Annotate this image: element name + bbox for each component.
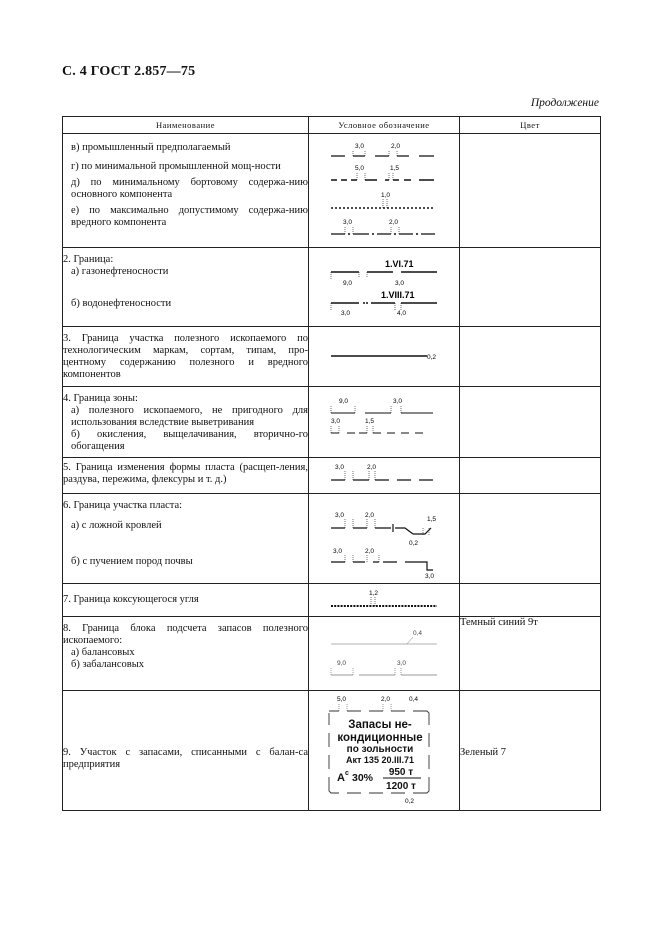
row-name-cell [63, 617, 309, 691]
table-row [63, 134, 601, 248]
row-color-cell: Зеленый 7 [460, 691, 601, 811]
box-text: Запасы не- [348, 719, 412, 731]
column-header-color: Цвет [460, 117, 601, 134]
table-row [63, 458, 601, 494]
category-letter: А [337, 772, 345, 784]
row-title: 3. Граница участка полезного ископаемого по технологическим маркам, сортам, типам, про-центному содержанию полезного и вредного компонентов [63, 333, 308, 380]
row-name-cell [63, 327, 309, 387]
row-symbol-cell [309, 617, 460, 691]
item-text: б) забалансовых [71, 659, 145, 670]
column-header-symbol: Условное обозначение [309, 117, 460, 134]
dim-label: 2,0 [367, 464, 377, 471]
boundary-symbol [309, 134, 460, 246]
column-header-name: Наименование [63, 117, 309, 134]
boundary-symbol [309, 494, 460, 582]
dim-label: 3,0 [341, 310, 351, 317]
row-color-cell [460, 494, 601, 584]
dim-label: 4,0 [397, 310, 407, 317]
dim-label: 3,0 [335, 512, 345, 519]
item-text: б) окисления, выщелачивания, вторично-го обогащения [71, 429, 308, 452]
row-symbol-cell [309, 387, 460, 458]
dim-label: 3,0 [395, 280, 405, 287]
row-name-cell [63, 691, 309, 811]
item-text: а) газонефтеносности [71, 266, 169, 277]
category-superscript: с [345, 770, 349, 777]
dim-label: 9,0 [337, 660, 347, 667]
item-text: г) по минимальной промышленной мощ-ности [71, 161, 281, 172]
table-row [63, 691, 601, 811]
table-row [63, 617, 601, 691]
dim-label: 1,5 [365, 418, 375, 425]
dim-label: 3,0 [397, 660, 407, 667]
dim-label: 0,4 [413, 630, 423, 637]
row-title: 7. Граница коксующегося угля [63, 594, 199, 605]
dim-label: 5,0 [355, 165, 365, 172]
row-symbol-cell [309, 691, 460, 811]
row-symbol-cell [309, 458, 460, 494]
item-text: а) полезного ископаемого, не пригодного для использования вследствие выветривания [71, 405, 308, 428]
box-text: по зольности [346, 744, 414, 755]
date-label: 1.VI.71 [385, 259, 414, 269]
boundary-symbol [309, 327, 460, 385]
row-color-cell [460, 458, 601, 494]
item-text: е) по максимально допустимому содержа-нию вредного компонента [71, 205, 308, 228]
table-row [63, 584, 601, 617]
dim-label: 0,2 [405, 798, 415, 805]
boundary-symbol [309, 584, 460, 616]
dim-label: 1,5 [427, 516, 437, 523]
row-name-cell [63, 458, 309, 494]
table-row [63, 327, 601, 387]
dim-label: 1,2 [369, 590, 379, 597]
dim-label: 2,0 [381, 696, 391, 703]
row-title: 9. Участок с запасами, списанными с балан-са предприятия [63, 747, 308, 770]
dim-label: 2,0 [365, 548, 375, 555]
row-name-cell [63, 494, 309, 584]
dim-label: 3,0 [333, 548, 343, 555]
percent-value: 30% [352, 772, 374, 784]
item-text: а) балансовых [71, 647, 135, 658]
item-text: б) с пучением пород почвы [71, 556, 193, 567]
table-header-row [63, 117, 601, 134]
dim-label: 3,0 [355, 143, 365, 150]
date-label: 1.VIII.71 [381, 290, 415, 300]
dim-label: 1,5 [390, 165, 400, 172]
dim-label: 2,0 [389, 219, 399, 226]
dim-label: 9,0 [339, 398, 349, 405]
row-name-cell [63, 584, 309, 617]
row-color-cell [460, 584, 601, 617]
row-name-cell [63, 134, 309, 248]
legend-table [62, 116, 601, 811]
row-name-cell [63, 248, 309, 327]
box-text: кондиционные [337, 732, 423, 744]
row-color-cell [460, 248, 601, 327]
row-color-cell: Темный синий 9т [460, 617, 601, 691]
table-row [63, 248, 601, 327]
row-title: 2. Граница: [63, 254, 114, 265]
table-row [63, 387, 601, 458]
row-symbol-cell [309, 494, 460, 584]
fraction-numerator: 950 т [388, 767, 414, 778]
dim-label: 0,2 [409, 540, 419, 547]
dim-label: 3,0 [425, 573, 435, 580]
dim-label: 0,4 [409, 696, 419, 703]
dim-label: 3,0 [335, 464, 345, 471]
continuation-label: Продолжение [530, 97, 599, 109]
box-text: Акт 135 20.III.71 [346, 755, 414, 765]
row-symbol-cell [309, 584, 460, 617]
fraction-denominator: 1200 т [386, 781, 416, 792]
row-title: 5. Граница изменения формы пласта (расщеп-ления, раздува, пережима, флексуры и т. д.) [63, 462, 308, 485]
dim-label: 3,0 [331, 418, 341, 425]
row-color-cell [460, 387, 601, 458]
item-text: д) по минимальному бортовому содержа-нию основного компонента [71, 177, 308, 200]
dim-label: 2,0 [365, 512, 375, 519]
item-text: б) водонефтеносности [71, 298, 172, 309]
boundary-symbol [309, 387, 460, 457]
table-row [63, 494, 601, 584]
row-symbol-cell [309, 327, 460, 387]
row-symbol-cell [309, 248, 460, 327]
row-color-cell [460, 134, 601, 248]
row-title: 8. Граница блока подсчета запасов полезного ископаемого: [63, 623, 308, 646]
row-symbol-cell [309, 134, 460, 248]
row-name-cell [63, 387, 309, 458]
dim-label: 5,0 [337, 696, 347, 703]
reserve-area-symbol [309, 691, 460, 809]
item-text: а) с ложной кровлей [71, 520, 162, 531]
row-color-cell [460, 327, 601, 387]
dim-label: 9,0 [343, 280, 353, 287]
boundary-symbol [309, 617, 460, 689]
dim-label: 0,2 [427, 354, 437, 361]
dim-label: 2,0 [391, 143, 401, 150]
boundary-symbol [309, 458, 460, 493]
item-text: в) промышленный предполагаемый [71, 142, 231, 153]
dim-label: 3,0 [343, 219, 353, 226]
row-title: 4. Граница зоны: [63, 393, 138, 404]
dim-label: 1,0 [381, 192, 391, 199]
page-header: С. 4 ГОСТ 2.857—75 [62, 64, 196, 79]
row-title: 6. Граница участка пласта: [63, 500, 183, 511]
dim-label: 3,0 [393, 398, 403, 405]
boundary-symbol [309, 248, 460, 326]
